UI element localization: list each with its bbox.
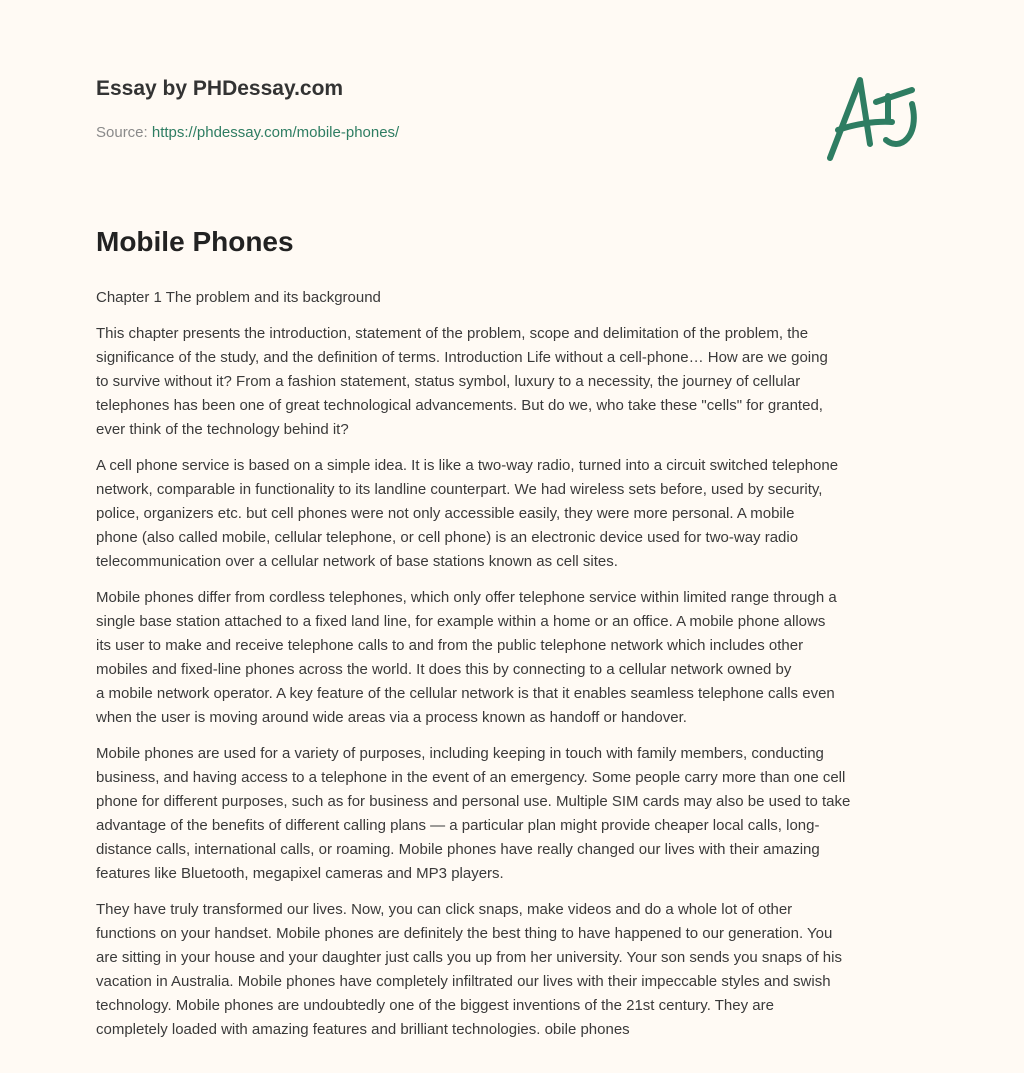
text-line: are sitting in your house and your daughter just calls you up from her university. Your son sends you snaps of his <box>96 949 842 966</box>
paragraph <box>96 898 936 1042</box>
text-line: features like Bluetooth, megapixel cameras and MP3 players. <box>96 865 504 882</box>
text-line: to survive without it? From a fashion statement, status symbol, luxury to a necessity, the journey of cellular <box>96 373 801 390</box>
text-line: vacation in Australia. Mobile phones have completely infiltrated our lives with their impeccable styles and swish <box>96 973 831 990</box>
essay-body <box>96 286 936 1054</box>
text-line: telecommunication over a cellular network of base stations known as cell sites. <box>96 553 618 570</box>
text-line: Mobile phones differ from cordless telephones, which only offer telephone service within limited range through a <box>96 589 837 606</box>
text-line: police, organizers etc. but cell phones were not only accessible easily, they were more personal. A mobile <box>96 505 795 522</box>
a-plus-logo-icon <box>820 66 930 166</box>
text-line: single base station attached to a fixed land line, for example within a home or an office. A mobile phone allows <box>96 613 826 630</box>
text-line: This chapter presents the introduction, statement of the problem, scope and delimitation of the problem, the <box>96 325 809 342</box>
text-line: They have truly transformed our lives. Now, you can click snaps, make videos and do a whole lot of other <box>96 901 793 918</box>
text-line: network, comparable in functionality to its landline counterpart. We had wireless sets before, used by security, <box>96 481 823 498</box>
text-line: distance calls, international calls, or roaming. Mobile phones have really changed our lives with their amazing <box>96 841 820 858</box>
essay-title: Mobile Phones <box>96 226 294 257</box>
source-link[interactable]: https://phdessay.com/mobile-phones/ <box>151 124 400 141</box>
text-line: telephones has been one of great technological advancements. But do we, who take these "cells" for granted, <box>96 397 823 414</box>
text-line: advantage of the benefits of different calling plans — a particular plan might provide cheaper local calls, long- <box>96 817 820 834</box>
text-line: functions on your handset. Mobile phones are definitely the best thing to have happened to our generation. You <box>96 925 833 942</box>
text-line: ever think of the technology behind it? <box>96 421 349 438</box>
text-line: Mobile phones are used for a variety of purposes, including keeping in touch with family members, conducting <box>96 745 824 762</box>
paragraph <box>96 322 936 442</box>
text-line: significance of the study, and the definition of terms. Introduction Life without a cell-phone… How are we going <box>96 349 828 366</box>
source-label: Source: <box>96 124 148 141</box>
chapter-heading <box>96 286 936 310</box>
brand-title: Essay by PHDessay.com <box>96 77 344 100</box>
text-line: Chapter 1 The problem and its background <box>96 289 381 306</box>
text-line: a mobile network operator. A key feature of the cellular network is that it enables seamless telephone calls even <box>96 685 835 702</box>
paragraph <box>96 742 936 886</box>
paragraph <box>96 586 936 730</box>
source-line <box>96 124 399 141</box>
text-line: mobiles and fixed-line phones across the world. It does this by connecting to a cellular network owned by <box>96 661 792 678</box>
text-line: phone for different purposes, such as for business and personal use. Multiple SIM cards may also be used to take <box>96 793 851 810</box>
paragraph <box>96 454 936 574</box>
text-line: completely loaded with amazing features and brilliant technologies. obile phones <box>96 1021 630 1038</box>
text-line: phone (also called mobile, cellular telephone, or cell phone) is an electronic device used for two-way radio <box>96 529 799 546</box>
text-line: when the user is moving around wide areas via a process known as handoff or handover. <box>96 709 687 726</box>
text-line: A cell phone service is based on a simple idea. It is like a two-way radio, turned into a circuit switched telephone <box>96 457 839 474</box>
text-line: its user to make and receive telephone calls to and from the public telephone network which includes other <box>96 637 804 654</box>
text-line: technology. Mobile phones are undoubtedly one of the biggest inventions of the 21st century. They are <box>96 997 774 1014</box>
text-line: business, and having access to a telephone in the event of an emergency. Some people carry more than one cell <box>96 769 846 786</box>
